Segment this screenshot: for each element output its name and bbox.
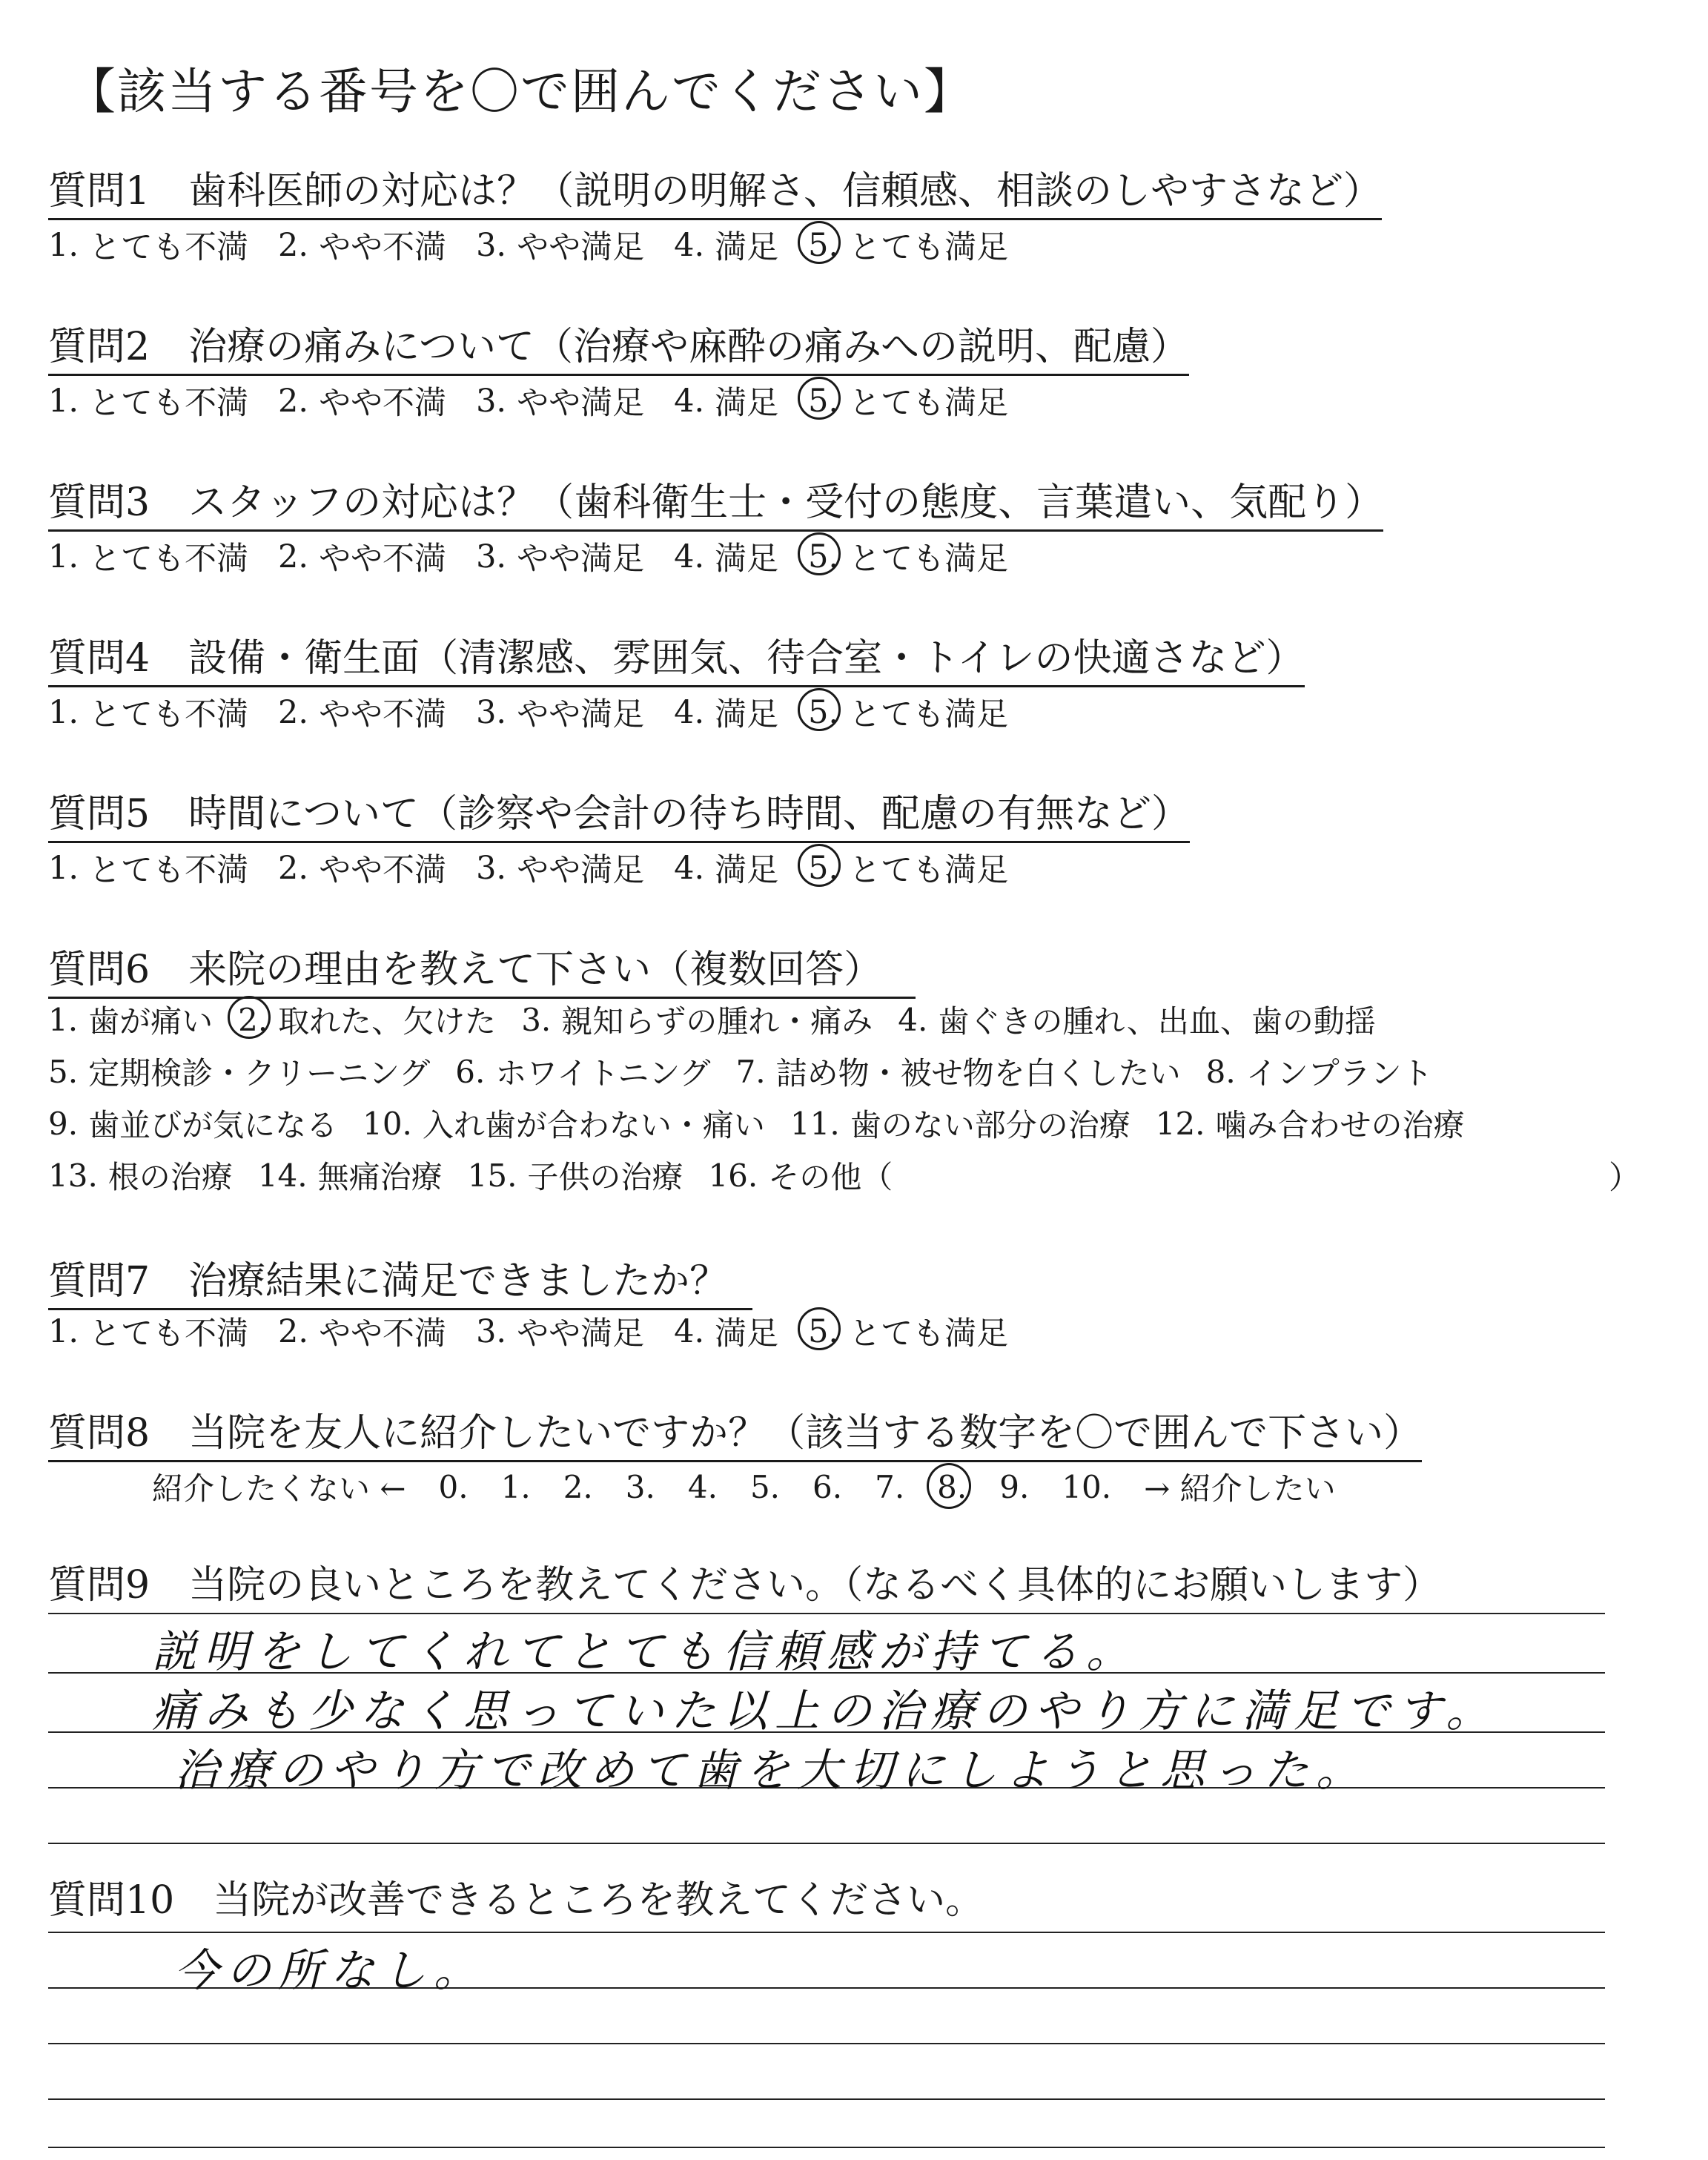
option-label: やや満足 (517, 385, 645, 422)
option-3[interactable] (476, 1309, 644, 1354)
option-5[interactable] (808, 690, 1008, 735)
question-3-title: 質問3 スタッフの対応は？（歯科衛生士・受付の態度、言葉遣い、気配り） (48, 471, 1383, 532)
option-label: 無痛治療 (317, 1159, 443, 1195)
option-2[interactable] (278, 845, 446, 891)
option-5[interactable] (808, 222, 1008, 268)
option-number: 9. (48, 1105, 79, 1142)
option-label: やや満足 (517, 541, 645, 578)
option-number: 11. (790, 1105, 840, 1142)
question-2-title: 質問2 治療の痛みについて（治療や麻酔の痛みへの説明、配慮） (48, 315, 1189, 376)
option-14[interactable] (258, 1153, 443, 1198)
option-3[interactable] (476, 378, 644, 423)
option-number: 2. (278, 382, 309, 420)
form-header: 【該当する番号を〇で囲んでください】 (67, 63, 974, 120)
scale-value-0[interactable]: 0. (438, 1468, 469, 1505)
option-number: 1. (48, 1001, 79, 1038)
option-label: とても満足 (849, 385, 1009, 422)
option-1[interactable] (48, 378, 248, 423)
option-label: 満足 (715, 852, 779, 889)
scale-value-3[interactable]: 3. (625, 1468, 655, 1505)
option-9[interactable] (48, 1101, 337, 1146)
option-label: やや満足 (517, 852, 645, 889)
option-number: 3. (476, 382, 507, 420)
option-label: 満足 (715, 696, 779, 733)
option-number: 4. (674, 1312, 705, 1350)
option-2[interactable] (238, 997, 496, 1042)
question-4-options (48, 690, 1038, 735)
scale-value-5[interactable]: 5. (749, 1468, 781, 1505)
option-number: 4. (674, 538, 705, 575)
option-label: 歯ぐきの腫れ、出血、歯の動揺 (938, 1003, 1376, 1040)
question-9-answer-line-1: 説明をしてくれてとても信頼感が持てる。 (152, 1626, 1138, 1678)
option-label: とても満足 (849, 229, 1009, 266)
question-3-options (48, 534, 1038, 579)
option-4[interactable] (674, 845, 778, 891)
option-label: ホワイトニング (495, 1055, 711, 1091)
option-number: 2. (278, 849, 309, 887)
option-number: 3. (476, 849, 507, 887)
option-6[interactable] (455, 1049, 710, 1094)
option-label: 満足 (715, 229, 779, 266)
option-3[interactable] (521, 997, 873, 1042)
option-2[interactable] (278, 534, 446, 579)
option-number: 4. (674, 226, 705, 264)
option-label: とても満足 (849, 541, 1009, 578)
scale-value-1[interactable]: 1. (500, 1468, 531, 1505)
option-number: 5. (808, 538, 839, 575)
question-10-title: 質問10 当院が改善できるところを教えてください。 (48, 1878, 984, 1923)
option-1[interactable] (48, 534, 248, 579)
option-3[interactable] (476, 222, 644, 268)
option-number: 1. (48, 538, 79, 575)
option-8[interactable] (1206, 1049, 1433, 1094)
option-1[interactable] (48, 997, 213, 1042)
option-label: とても不満 (89, 229, 249, 266)
option-label: やや不満 (319, 696, 447, 733)
option-number: 3. (476, 693, 507, 731)
question-1-options (48, 222, 1038, 268)
option-4[interactable] (674, 534, 778, 579)
option-label: やや不満 (319, 541, 447, 578)
option-number: 3. (476, 1312, 507, 1350)
option-number: 14. (257, 1157, 308, 1194)
option-label: 定期検診・クリーニング (88, 1055, 431, 1091)
option-number: 1. (48, 693, 79, 731)
option-2[interactable] (278, 690, 446, 735)
option-label: やや満足 (517, 1315, 645, 1353)
option-number: 4. (674, 849, 705, 887)
question-9-answer-line-3: 治療のやり方で改めて歯を大切にしようと思った。 (174, 1745, 1368, 1797)
option-number: 3. (476, 226, 507, 264)
option-number: 5. (808, 382, 839, 420)
option-number: 1. (48, 226, 79, 264)
option-number: 10. (363, 1105, 412, 1142)
question-6-row-4 (48, 1153, 918, 1198)
option-5[interactable] (48, 1049, 430, 1094)
option-label: 親知らずの腫れ・痛み (561, 1003, 873, 1040)
question-6-title: 質問6 来院の理由を教えて下さい（複数回答） (48, 938, 916, 999)
question-7-options (48, 1309, 1038, 1354)
scale-value-6[interactable]: 6. (812, 1468, 843, 1505)
option-3[interactable] (476, 690, 644, 735)
scale-left-label: 紹介したくない ← (152, 1470, 406, 1507)
option-label: とても満足 (849, 852, 1009, 889)
option-label: とても不満 (89, 541, 249, 578)
option-label: 満足 (715, 385, 779, 422)
option-label: やや満足 (517, 696, 645, 733)
option-4[interactable] (674, 1309, 778, 1354)
question-6-row-3 (48, 1101, 1490, 1146)
option-number: 1. (48, 382, 79, 420)
option-4[interactable] (674, 378, 778, 423)
option-number: 4. (898, 1001, 928, 1038)
option-number: 4. (674, 693, 705, 731)
scale-value-4[interactable]: 4. (687, 1468, 718, 1505)
option-number: 2. (278, 226, 309, 264)
option-number: 3. (521, 1001, 552, 1038)
question-7-title: 質問7 治療結果に満足できましたか？ (48, 1249, 752, 1310)
option-label: とても不満 (89, 852, 249, 889)
option-number: 2. (238, 1001, 268, 1038)
answer-line (48, 1843, 1605, 1844)
option-number: 8. (1205, 1053, 1236, 1090)
option-1[interactable] (48, 845, 248, 891)
option-2[interactable] (278, 378, 446, 423)
question-1-title: 質問1 歯科医師の対応は？（説明の明解さ、信頼感、相談のしやすさなど） (48, 159, 1382, 220)
option-number: 13. (48, 1157, 98, 1194)
option-label: その他（ (768, 1159, 893, 1195)
option-label: 詰め物・被せ物を白くしたい (775, 1055, 1181, 1091)
option-label: とても不満 (89, 696, 249, 733)
option-label: 歯並びが気になる (88, 1107, 338, 1143)
option-label: 根の治療 (107, 1159, 233, 1195)
option-label: とても不満 (89, 385, 249, 422)
question-5-options (48, 845, 1038, 891)
option-5[interactable] (808, 845, 1008, 891)
question-6-row-1 (48, 997, 1401, 1042)
option-1[interactable] (48, 1309, 248, 1354)
option-7[interactable] (736, 1049, 1181, 1094)
option-label: とても不満 (89, 1315, 249, 1353)
option-label: やや不満 (319, 1315, 447, 1353)
option-12[interactable] (1156, 1101, 1465, 1146)
option-number: 1. (48, 849, 79, 887)
answer-line (48, 2098, 1605, 2100)
option-3[interactable] (476, 534, 644, 579)
option-number: 2. (278, 693, 309, 731)
option-15[interactable] (468, 1153, 683, 1198)
scale-value-2[interactable]: 2. (563, 1468, 593, 1505)
option-number: 7. (735, 1053, 766, 1090)
question-2-options (48, 378, 1038, 423)
option-4[interactable] (898, 997, 1376, 1042)
option-2[interactable] (278, 222, 446, 268)
option-4[interactable] (674, 690, 778, 735)
option-5[interactable] (808, 1309, 1008, 1354)
scale-right-label: → 紹介したい (1144, 1470, 1336, 1507)
answer-line (48, 2147, 1605, 2148)
option-label: とても満足 (849, 1315, 1009, 1353)
option-number: 1. (48, 1312, 79, 1350)
option-number: 15. (467, 1157, 517, 1194)
option-3[interactable] (476, 845, 644, 891)
option-13[interactable] (48, 1153, 233, 1198)
option-number: 5. (808, 226, 839, 264)
option-label: 子供の治療 (527, 1159, 683, 1195)
answer-line (48, 2043, 1605, 2044)
answer-line (48, 1932, 1605, 1933)
option-2[interactable] (278, 1309, 446, 1354)
option-number: 3. (476, 538, 507, 575)
question-9-answer-line-2: 痛みも少なく思っていた以上の治療のやり方に満足です。 (152, 1685, 1498, 1737)
question-5-title: 質問5 時間について（診察や会計の待ち時間、配慮の有無など） (48, 782, 1190, 843)
option-number: 5. (808, 849, 839, 887)
option-1[interactable] (48, 690, 248, 735)
option-16[interactable] (708, 1153, 893, 1198)
option-label: 満足 (715, 1315, 779, 1353)
question-4-title: 質問4 設備・衛生面（清潔感、雰囲気、待合室・トイレの快適さなど） (48, 627, 1305, 687)
option-label: 取れた、欠けた (278, 1003, 497, 1040)
question-10-answer-line-1: 今の所なし。 (174, 1945, 486, 1997)
option-label: 噛み合わせの治療 (1215, 1107, 1465, 1143)
option-1[interactable] (48, 222, 248, 268)
option-label: やや満足 (517, 229, 645, 266)
option-number: 16. (708, 1157, 758, 1194)
option-number: 2. (278, 1312, 309, 1350)
scale-value-9[interactable]: 9. (999, 1468, 1030, 1505)
option-number: 4. (674, 382, 705, 420)
question-8-title: 質問8 当院を友人に紹介したいですか？（該当する数字を〇で囲んで下さい） (48, 1401, 1422, 1462)
answer-line (48, 1613, 1605, 1614)
option-label: やや不満 (319, 229, 447, 266)
option-10[interactable] (363, 1101, 765, 1146)
option-4[interactable] (674, 222, 778, 268)
option-number: 6. (455, 1053, 486, 1090)
option-label: やや不満 (319, 852, 447, 889)
option-label: やや不満 (319, 385, 447, 422)
option-11[interactable] (790, 1101, 1131, 1146)
option-number: 12. (1155, 1105, 1205, 1142)
option-number: 5. (808, 1312, 839, 1350)
option-label: インプラント (1245, 1055, 1433, 1091)
option-label: とても満足 (849, 696, 1009, 733)
option-number: 2. (278, 538, 309, 575)
question-6-other-close: ） (1609, 1160, 1641, 1197)
scale-value-8[interactable]: 8. (937, 1468, 967, 1505)
question-6-row-2 (48, 1049, 1458, 1094)
option-5[interactable] (808, 534, 1008, 579)
option-label: 入れ歯が合わない・痛い (422, 1107, 765, 1143)
option-label: 満足 (715, 541, 779, 578)
question-8-scale (152, 1464, 1368, 1509)
option-label: 歯のない部分の治療 (850, 1107, 1131, 1143)
scale-value-10[interactable]: 10. (1062, 1468, 1112, 1505)
option-5[interactable] (808, 378, 1008, 423)
question-9-title: 質問9 当院の良いところを教えてください。（なるべく具体的にお願いします） (48, 1563, 1442, 1608)
option-number: 5. (808, 693, 839, 731)
option-number: 5. (48, 1053, 79, 1090)
option-label: 歯が痛い (88, 1003, 214, 1040)
scale-value-7[interactable]: 7. (875, 1468, 905, 1505)
